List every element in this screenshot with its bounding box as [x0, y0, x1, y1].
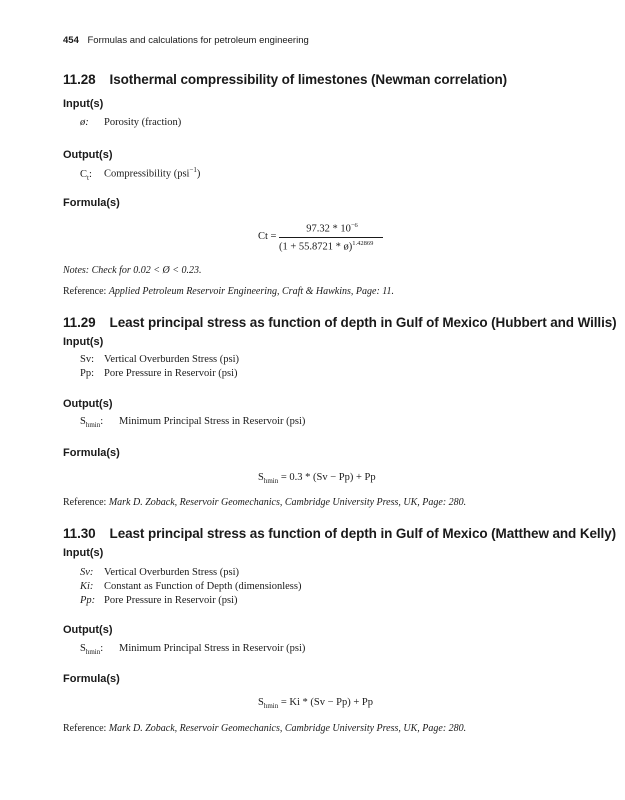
- formula-lhs-subscript: hmin: [263, 702, 279, 711]
- inputs-heading: Input(s): [63, 98, 104, 110]
- denominator-exponent: 1.42869: [352, 239, 374, 247]
- output-symbol: C: [80, 168, 88, 180]
- reference-line: [63, 497, 466, 508]
- formula-heading: Formula(s): [63, 197, 120, 209]
- input-description: Vertical Overburden Stress (psi): [104, 354, 240, 365]
- input-row: [80, 595, 238, 606]
- input-symbol: Pp:: [80, 595, 96, 606]
- output-description: Minimum Principal Stress in Reservoir (psi): [119, 643, 306, 654]
- input-symbol: Pp:: [80, 368, 95, 379]
- section-heading: Least principal stress as function of depth in Gulf of Mexico (Hubbert and Willis): [109, 315, 617, 330]
- input-row: [80, 368, 238, 379]
- outputs-heading: Output(s): [63, 398, 113, 410]
- section-title-11-29: [63, 315, 617, 330]
- input-description: Constant as Function of Depth (dimensionless): [104, 581, 302, 592]
- formula-matthew-kelly: [258, 697, 373, 710]
- numerator-exponent: −6: [350, 222, 358, 229]
- input-symbol: Sv:: [80, 354, 95, 365]
- input-row: [80, 354, 239, 365]
- reference-source: Mark D. Zoback, Reservoir Geomechanics, Cambridge University Press, UK, Page: 280.: [108, 723, 467, 734]
- section-number: 11.29: [63, 315, 96, 330]
- output-row: [80, 166, 200, 182]
- reference-line: [63, 723, 466, 734]
- output-row: [80, 416, 305, 429]
- formula-fraction: [279, 222, 391, 252]
- formula-heading: Formula(s): [63, 447, 120, 459]
- input-symbol: ø:: [80, 117, 89, 128]
- formula-lhs: Ct =: [258, 231, 277, 242]
- input-description: Pore Pressure in Reservoir (psi): [104, 595, 238, 606]
- running-head: [63, 35, 309, 46]
- outputs-heading: Output(s): [63, 149, 113, 161]
- reference-label: Reference:: [63, 497, 107, 508]
- output-symbol: S: [80, 643, 86, 654]
- output-description: Minimum Principal Stress in Reservoir (psi): [119, 416, 306, 427]
- output-symbol-subscript: hmin: [85, 648, 101, 657]
- input-row: [80, 567, 239, 578]
- output-unit-exponent: −1: [189, 166, 197, 174]
- inputs-heading: Input(s): [63, 547, 104, 559]
- output-symbol-colon: :: [100, 643, 104, 654]
- output-symbol: S: [80, 416, 86, 427]
- formula-rhs: = 0.3 * (Sv − Pp) + Pp: [278, 472, 376, 483]
- reference-source: Applied Petroleum Reservoir Engineering, Craft & Hawkins, Page: 11.: [108, 286, 395, 297]
- reference-label: Reference:: [63, 286, 107, 297]
- input-description: Porosity (fraction): [104, 117, 182, 128]
- inputs-heading: Input(s): [63, 336, 104, 348]
- formula-rhs: = Ki * (Sv − Pp) + Pp: [278, 697, 374, 708]
- input-description: Vertical Overburden Stress (psi): [104, 567, 240, 578]
- output-description: Compressibility (psi: [104, 168, 190, 180]
- reference-source: Mark D. Zoback, Reservoir Geomechanics, Cambridge University Press, UK, Page: 280.: [108, 497, 467, 508]
- book-title: Formulas and calculations for petroleum engineering: [87, 35, 309, 46]
- section-title-11-30: [63, 526, 616, 541]
- formula-denominator: [279, 240, 391, 253]
- page-number: 454: [63, 35, 79, 46]
- section-heading: Isothermal compressibility of limestones (Newman correlation): [109, 72, 508, 87]
- outputs-heading: Output(s): [63, 624, 113, 636]
- reference-label: Reference:: [63, 723, 107, 734]
- output-row: [80, 643, 305, 656]
- fraction-bar: [279, 237, 383, 238]
- output-symbol-colon: :: [88, 168, 92, 180]
- output-description-close: ): [196, 168, 201, 180]
- input-row: [80, 581, 301, 592]
- output-symbol-colon: :: [100, 416, 104, 427]
- reference-line: [63, 286, 394, 297]
- denominator-text: (1 + 55.8721 * ø): [279, 241, 353, 252]
- numerator-text: 97.32 * 10: [306, 223, 351, 235]
- formula-lhs-subscript: hmin: [263, 477, 279, 486]
- input-symbol: Ki:: [80, 581, 94, 592]
- formula-lhs: S: [258, 697, 264, 708]
- section-number: 11.28: [63, 72, 96, 87]
- section-number: 11.30: [63, 526, 96, 541]
- formula-hubbert-willis: [258, 472, 376, 485]
- formula-heading: Formula(s): [63, 673, 120, 685]
- formula-lhs: S: [258, 472, 264, 483]
- formula-numerator: [273, 222, 391, 235]
- output-symbol-subscript: t: [87, 173, 89, 182]
- input-row: [80, 117, 181, 128]
- input-description: Pore Pressure in Reservoir (psi): [104, 368, 238, 379]
- section-title-11-28: [63, 72, 507, 87]
- section-note: Notes: Check for 0.02 < Ø < 0.23.: [63, 265, 202, 276]
- section-heading: Least principal stress as function of depth in Gulf of Mexico (Matthew and Kelly): [109, 526, 617, 541]
- output-symbol-subscript: hmin: [85, 421, 101, 430]
- input-symbol: Sv:: [80, 567, 94, 578]
